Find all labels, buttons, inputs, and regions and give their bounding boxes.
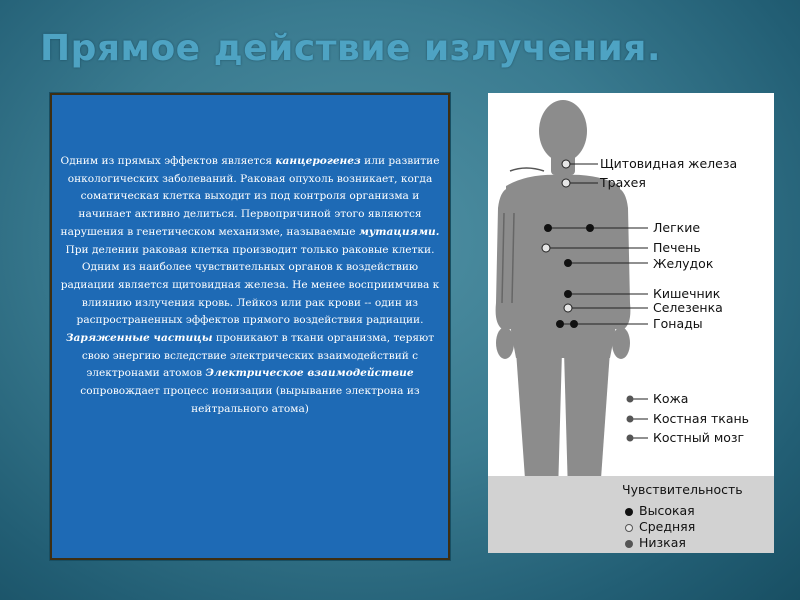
legend-label-low: Низкая: [639, 535, 686, 550]
body-organs-figure: [488, 93, 774, 553]
legend-dot-icon: [625, 540, 633, 548]
label-bone-tissue: Костная ткань: [653, 411, 750, 426]
legend-label-medium: Средняя: [639, 519, 696, 534]
term-charged-particles: Заряженные частицы: [65, 332, 213, 345]
legend-label-high: Высокая: [639, 503, 695, 518]
text-segment: проникают в ткани организма, теряют свою энергию вследствие электрических взаимодействий с электронами атомов: [81, 332, 435, 380]
slide-title: Прямое действие излучения.: [40, 28, 661, 69]
label-stomach: Желудок: [653, 256, 714, 271]
term-carcinogenesis: канцерогенез: [275, 155, 361, 167]
label-spleen: Селезенка: [653, 300, 723, 315]
label-liver: Печень: [653, 240, 701, 255]
legend-item-medium: [625, 520, 695, 534]
text-segment: или развитие онкологических заболеваний. Раковая опухоль возникает, когда соматическая клетка выходит из под контроля организма и начинает активно делиться. Первопричиной этого являются нарушения в генетическом механизме, называемые: [60, 155, 440, 238]
text-segment: Одним из прямых эффектов является: [60, 155, 276, 167]
legend-title: Чувствительность: [622, 482, 743, 497]
label-thyroid: Щитовидная железа: [600, 156, 738, 171]
text-segment: сопровождает процесс ионизации (вырывание электрона из нейтрального атома): [80, 385, 420, 415]
term-mutations: мутациями.: [358, 225, 440, 238]
label-trachea: Трахея: [600, 175, 646, 190]
text-panel: [50, 93, 450, 560]
legend-item-high: [625, 504, 695, 518]
label-skin: Кожа: [653, 391, 689, 406]
label-lungs: Легкие: [653, 220, 701, 235]
legend-item-low: [625, 536, 686, 550]
term-electric-interaction: Электрическое взаимодействие: [205, 367, 414, 380]
legend-dot-icon: [625, 524, 633, 532]
legend-dot-icon: [625, 508, 633, 516]
label-intestine: Кишечник: [653, 286, 721, 301]
body-paragraph: [56, 153, 444, 419]
label-bone-marrow: Костный мозг: [653, 430, 745, 445]
sensitivity-legend: [488, 476, 774, 553]
label-gonads: Гонады: [653, 316, 703, 331]
text-segment: При делении раковая клетка производит только раковые клетки. Одним из наиболее чувствительных органов к воздействию радиации является щитовидная железа. Не менее восприимчива к влиянию излучения кровь. Лейкоз или рак крови -- один из распространенных эффектов прямого воздействия радиации.: [60, 243, 440, 327]
